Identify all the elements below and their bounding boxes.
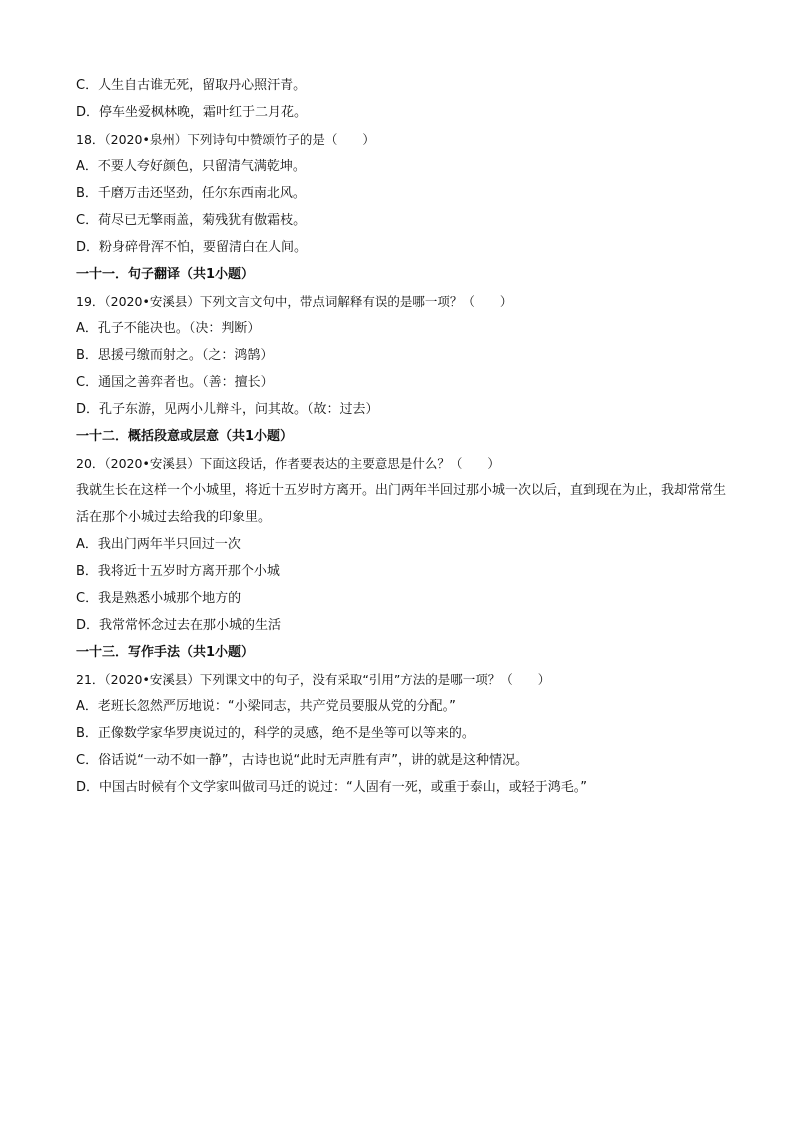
q21-option-c: C．俗话说“一动不如一静”，古诗也说“此时无声胜有声”，讲的就是这种情况。 bbox=[76, 753, 529, 768]
q19-option-b: B．思援弓缴而射之。（之：鸿鹄） bbox=[76, 348, 274, 363]
q18-option-c: C．荷尽已无擎雨盖，菊残犹有傲霜枝。 bbox=[76, 213, 307, 228]
q20-stem: 20．（2020•安溪县）下面这段话，作者要表达的主要意思是什么？（ ） bbox=[76, 456, 500, 471]
q20-option-d: D．我常常怀念过去在那小城的生活 bbox=[76, 618, 282, 633]
q20-option-a: A．我出门两年半只回过一次 bbox=[76, 537, 241, 552]
q18-option-a: A．不要人夸好颜色，只留清气满乾坤。 bbox=[76, 159, 306, 174]
q17-option-d: D．停车坐爱枫林晚，霜叶红于二月花。 bbox=[76, 105, 308, 120]
q21-option-b: B．正像数学家华罗庚说过的，科学的灵感，绝不是坐等可以等来的。 bbox=[76, 726, 475, 741]
q19-option-c: C．通国之善弈者也。（善：擅长） bbox=[76, 375, 274, 390]
section-heading-13: 一十三．写作手法（共1小题） bbox=[76, 645, 255, 660]
q19-option-a: A．孔子不能决也。（决：判断） bbox=[76, 321, 261, 336]
q18-option-b: B．千磨万击还坚劲，任尔东西南北风。 bbox=[76, 186, 306, 201]
q19-stem: 19．（2020•安溪县）下列文言文句中，带点词解释有误的是哪一项？（ ） bbox=[76, 294, 513, 309]
q18-stem: 18．（2020•泉州）下列诗句中赞颂竹子的是（ ） bbox=[76, 132, 375, 147]
q21-option-a: A．老班长忽然严厉地说：“小梁同志，共产党员要服从党的分配。” bbox=[76, 699, 456, 714]
q21-option-d: D．中国古时候有个文学家叫做司马迁的说过：“人固有一死，或重于泰山，或轻于鸿毛。” bbox=[76, 780, 587, 795]
q18-option-d: D．粉身碎骨浑不怕，要留清白在人间。 bbox=[76, 240, 308, 255]
exam-page bbox=[76, 72, 736, 801]
q20-option-c: C．我是熟悉小城那个地方的 bbox=[76, 591, 242, 606]
q21-stem: 21．（2020•安溪县）下列课文中的句子，没有采取“引用”方法的是哪一项？（ ） bbox=[76, 672, 551, 687]
q19-option-d: D．孔子东游，见两小儿辩斗，问其故。（故：过去） bbox=[76, 402, 379, 417]
q20-passage: 我就生长在这样一个小城里，将近十五岁时方离开。出门两年半回过那小城一次以后，直到现在为止，我却常常生活在那个小城过去给我的印象里。 bbox=[76, 483, 727, 525]
q17-option-c: C．人生自古谁无死，留取丹心照汗青。 bbox=[76, 78, 307, 93]
section-heading-11: 一十一．句子翻译（共1小题） bbox=[76, 267, 255, 282]
section-heading-12: 一十二．概括段意或层意（共1小题） bbox=[76, 429, 294, 444]
q20-option-b: B．我将近十五岁时方离开那个小城 bbox=[76, 564, 280, 579]
